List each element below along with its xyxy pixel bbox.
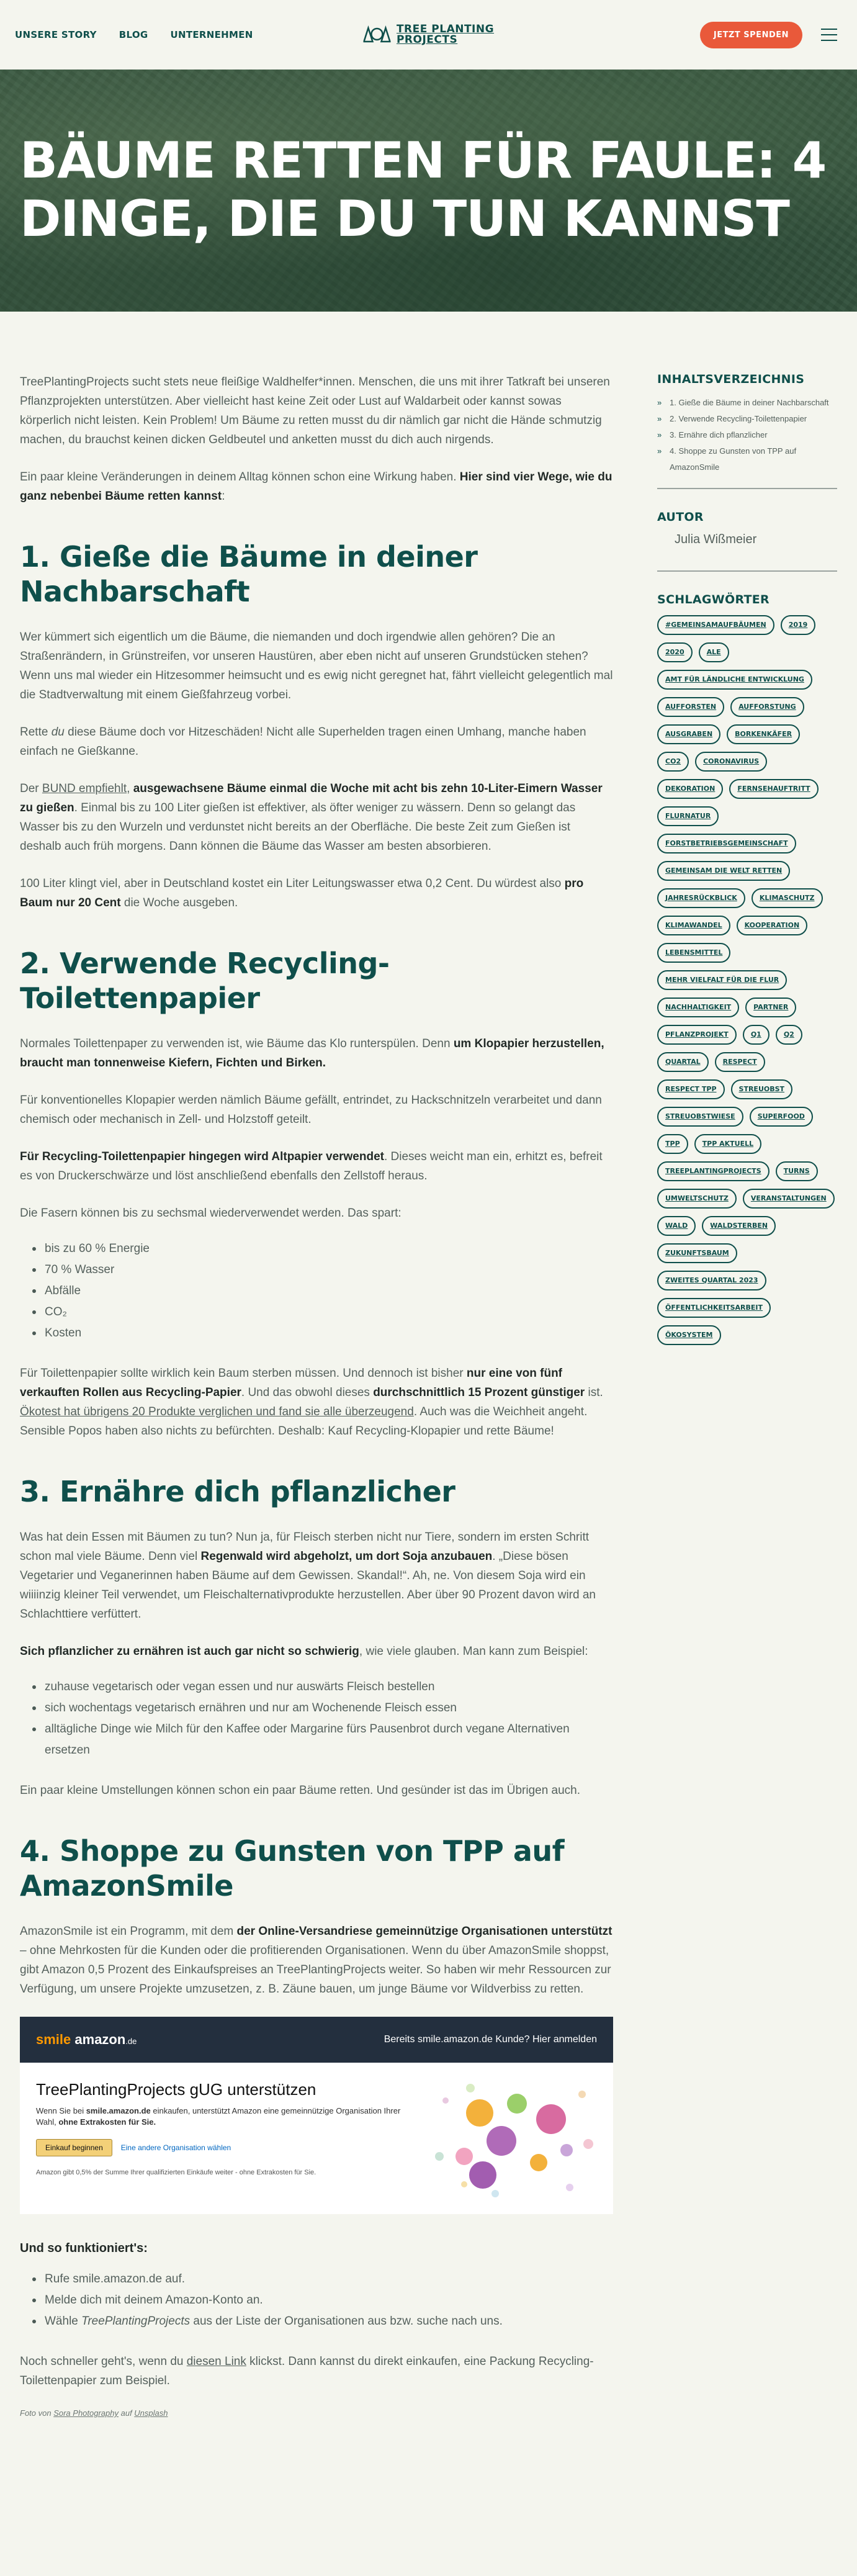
author-heading: AUTOR [657,510,704,524]
tag-pill[interactable]: ÖFFENTLICHKEITSARBEIT [657,1298,771,1318]
tag-pill[interactable]: TPP [657,1134,688,1154]
tag-pill[interactable]: ALE [699,642,729,662]
paragraph: 100 Liter klingt viel, aber in Deutschland kostet ein Liter Leitungswasser etwa 0,2 Cent. Du würdest also pro Baum nur 20 Cent die Woche ausgeben. [20,877,584,909]
savings-list [32,1238,613,1344]
paragraph: Was hat dein Essen mit Bäumen zu tun? Nun ja, für Fleisch sterben nicht nur Tiere, sondern im ersten Schritt schon mal viele Bäume. Denn viel Regenwald wird abgeholzt, um dort Soja anzubauen. „Diese bösen Vegetarier und Veganerinnen haben Bäume auf dem Gewissen. Skandal!“. Ah, ne. Von diesem Soja wird ein wiiiinzig kleiner Teil verwendet, um Fleischalternativprodukte herzustellen. Aber über 90 Prozent davon wird an Schlachttiere verfüttert. [20,1531,596,1621]
toc-item-3[interactable]: » 3. Ernähre dich pflanzlicher [657,427,837,443]
amazon-text: Wenn Sie bei smile.amazon.de einkaufen, unterstützt Amazon eine gemeinnützige Organisation Ihrer Wahl, ohne Extrakosten für Sie. [36,2106,401,2127]
tag-pill[interactable]: QUARTAL [657,1052,709,1072]
list-item: Melde dich mit deinem Amazon-Konto an. [32,2290,613,2311]
tag-pill[interactable]: SUPERFOOD [750,1107,813,1127]
hamburger-menu-icon[interactable] [821,29,837,41]
tags-heading: SCHLAGWÖRTER [657,593,770,606]
paragraph: Sich pflanzlicher zu ernähren ist auch gar nicht so schwierig, wie viele glauben. Man kann zum Beispiel: [20,1645,588,1658]
list-item: 70 % Wasser [32,1259,613,1281]
amazon-login-text: Bereits smile.amazon.de Kunde? Hier anmelden [384,2034,597,2045]
paragraph: Ein paar kleine Umstellungen können schon ein paar Bäume retten. Und gesünder ist das im Übrigen auch. [20,1784,581,1797]
divider [657,570,837,572]
tag-pill[interactable]: WALD [657,1216,696,1236]
tag-pill[interactable]: FORSTBETRIEBSGEMEINSCHAFT [657,834,796,853]
section-heading-4: 4. Shoppe zu Gunsten von TPP auf AmazonSmile [20,1834,565,1903]
intro-paragraph-2: Ein paar kleine Veränderungen in deinem Alltag können schon eine Wirkung haben. Hier sind vier Wege, wie du ganz nebenbei Bäume retten kannst: [20,471,612,503]
section-heading-2: 2. Verwende Recycling-Toilettenpapier [20,947,390,1015]
top-navigation [0,0,857,70]
tag-pill[interactable]: 2019 [781,615,816,635]
tag-pill[interactable]: ZWEITES QUARTAL 2023 [657,1271,766,1290]
logo-line-1: TREE PLANTING [396,23,495,35]
diet-tips-list [32,1677,613,1761]
amazon-note: Amazon gibt 0,5% der Summe Ihrer qualifizierten Einkäufe weiter - ohne Extrakosten für Sie. [36,2169,316,2176]
nav-link-unsere-story[interactable]: UNSERE STORY [15,29,97,40]
oekotest-link[interactable]: Ökotest hat übrigens 20 Produkte verglichen und fand sie alle überzeugend [20,1405,414,1418]
amazon-title: TreePlantingProjects gUG unterstützen [36,2080,316,2099]
section-heading-1: 1. Gieße die Bäume in deiner Nachbarschaft [20,540,478,608]
toc-heading: INHALTSVERZEICHNIS [657,372,805,386]
tag-pill[interactable]: AMT FÜR LÄNDLICHE ENTWICKLUNG [657,670,812,690]
tag-pill[interactable]: LEBENSMITTEL [657,943,730,963]
tag-pill[interactable]: KLIMASCHUTZ [752,888,823,908]
list-item: alltägliche Dinge wie Milch für den Kaffee oder Margarine fürs Pausenbrot durch vegane Alternativen ersetzen [32,1719,613,1761]
article-body [20,372,613,2418]
tag-pill[interactable]: TURNS [776,1161,818,1181]
donate-button[interactable]: JETZT SPENDEN [700,22,802,48]
author-name: Julia Wißmeier [675,533,757,546]
tag-pill[interactable]: AUFFORSTEN [657,697,724,717]
tag-pill[interactable]: TREEPLANTINGPROJECTS [657,1161,770,1181]
amazon-body [20,2063,417,2194]
list-item: zuhause vegetarisch oder vegan essen und nur auswärts Fleisch bestellen [32,1677,613,1698]
paragraph: Noch schneller geht's, wenn du diesen Link klickst. Dann kannst du direkt einkaufen, eine Packung Recycling-Toilettenpapier zum Beispiel. [20,2355,594,2387]
paragraph: Normales Toilettenpaper zu verwenden ist, wie Bäume das Klo runterspülen. Denn um Klopapier herzustellen, braucht man tonnenweise Kiefern, Fichten und Birken. [20,1037,604,1070]
amazon-start-button: Einkauf beginnen [36,2139,112,2156]
tag-pill[interactable]: ÖKOSYSTEM [657,1325,721,1345]
list-item: Wähle TreePlantingProjects aus der Liste der Organisationen aus bzw. suche nach uns. [32,2311,613,2332]
bund-link[interactable]: BUND empfiehlt [42,782,127,795]
list-item: bis zu 60 % Energie [32,1238,613,1259]
howto-list [32,2269,613,2332]
tag-pill[interactable]: NACHHALTIGKEIT [657,998,739,1017]
hero-banner [0,70,857,312]
amazon-actions [36,2139,401,2156]
tag-pill[interactable]: Q1 [743,1025,770,1045]
list-item: sich wochentags vegetarisch ernähren und nur am Wochenende Fleisch essen [32,1698,613,1719]
paragraph: Für Toilettenpapier sollte wirklich kein Baum sterben müssen. Und dennoch ist bisher nur eine von fünf verkauften Rollen aus Recycling-Papier. Und das obwohl dieses durchschnittlich 15 Prozent günstiger ist. Ökotest hat übrigens 20 Produkte verglichen und fand sie alle überzeugend. Auch was die Weichheit angeht. Sensible Popos haben also nichts zu befürchten. Deshalb: Kauf Recycling-Klopapier und rette Bäume! [20,1367,603,1438]
tag-pill[interactable]: #GEMEINSAMAUFBÄUMEN [657,615,774,635]
tag-pill[interactable]: KLIMAWANDEL [657,916,730,935]
amazon-header-bar [20,2017,613,2063]
amazon-smile-logo: smile amazon.de [36,2032,137,2047]
tag-pill[interactable]: STREUOBST [731,1079,793,1099]
paragraph: Für konventionelles Klopapier werden nämlich Bäume gefällt, entrindet, zu Hackschnitzeln verarbeitet und dann chemisch oder mechanisch in Zell- und Holzstoff geteilt. [20,1094,602,1126]
tag-pill[interactable]: GEMEINSAM DIE WELT RETTEN [657,861,790,881]
tag-pill[interactable]: AUSGRABEN [657,724,720,744]
paragraph: AmazonSmile ist ein Programm, mit dem der Online-Versandriese gemeinnützige Organisationen unterstützt – ohne Mehrkosten für die Kunden oder die profitierenden Organisationen. Wenn du über AmazonSmile shoppst, gibt Amazon 0,5 Prozent des Einkaufspreises an TreePlantingProjects weiter. So haben wir mehr Ressourcen zur Verfügung, um unsere Projekte umzusetzen, z. B. Zäune bauen, um junge Bäume vor Wildverbiss zu retten. [20,1925,612,1996]
amazonsmile-link[interactable]: diesen Link [186,2355,246,2368]
list-item: Rufe smile.amazon.de auf. [32,2269,613,2290]
toc-item-2[interactable]: » 2. Verwende Recycling-Toilettenpapier [657,411,837,427]
toc-item-1[interactable]: » 1. Gieße die Bäume in deiner Nachbarschaft [657,395,837,411]
toc-item-4[interactable]: » 4. Shoppe zu Gunsten von TPP auf AmazonSmile [657,443,837,475]
tag-pill[interactable]: FERNSEHAUFTRITT [729,779,818,799]
logo-line-2: PROJECTS [396,34,458,46]
section-heading-3: 3. Ernähre dich pflanzlicher [20,1475,455,1508]
howto-heading: Und so funktioniert's: [20,2241,148,2255]
tag-pill[interactable]: JAHRESRÜCKBLICK [657,888,745,908]
content-wrapper [0,372,857,2418]
tag-pill[interactable]: UMWELTSCHUTZ [657,1189,737,1209]
tag-pill[interactable]: ZUKUNFTSBAUM [657,1243,737,1263]
tag-pill[interactable]: TPP AKTUELL [694,1134,761,1154]
tree-logo-icon [363,25,390,44]
nav-actions [700,22,837,48]
tag-pill[interactable]: STREUOBSTWIESE [657,1107,743,1127]
tag-pill[interactable]: AUFFORSTUNG [730,697,804,717]
nav-link-unternehmen[interactable]: UNTERNEHMEN [170,29,253,40]
tag-pill[interactable]: PARTNER [745,998,796,1017]
intro-paragraph: TreePlantingProjects sucht stets neue fleißige Waldhelfer*innen. Menschen, die uns mit ihrer Tatkraft bei unseren Pflanzprojekten unterstützen. Aber vielleicht hast keine Zeit oder Lust auf Waldarbeit oder kannst sowas körperlich nicht leisten. Kein Problem! Um Bäume zu retten musst du dir nämlich gar nicht die Hände schmutzig machen, du brauchst keinen dicken Geldbeutel und anketten musst du dich auch nirgends. [20,376,610,446]
paragraph: Für Recycling-Toilettenpapier hingegen wird Altpapier verwendet. Dieses weicht man ein, erhitzt es, befreit es von Druckerschwärze und löst anschließend ebenfalls den Zellstoff heraus. [20,1150,603,1182]
paragraph: Rette du diese Bäume doch vor Hitzeschäden! Nicht alle Superhelden tragen einen Umhang, manche haben einfach ne Gießkanne. [20,726,586,758]
tag-pill[interactable]: 2020 [657,642,693,662]
photographer-link[interactable]: Sora Photography [53,2408,119,2418]
tag-pill[interactable]: MEHR VIELFALT FÜR DIE FLUR [657,970,787,990]
tag-pill[interactable]: RESPECT [715,1052,765,1072]
tag-pill[interactable]: DEKORATION [657,779,723,799]
tag-pill[interactable]: Q2 [776,1025,802,1045]
list-item: Abfälle [32,1281,613,1302]
tag-pill[interactable]: FLURNATUR [657,806,719,826]
nav-link-blog[interactable]: BLOG [119,29,148,40]
paragraph: Die Fasern können bis zu sechsmal wiederverwendet werden. Das spart: [20,1207,402,1220]
paragraph: Der BUND empfiehlt, ausgewachsene Bäume einmal die Woche mit acht bis zehn 10-Liter-Eimern Wasser zu gießen. Einmal bis zu 100 Liter gießen ist effektiver, als öfter weniger zu wässern. Denn so gelangt das Wasser bis zu den Wurzeln und verdunstet nicht bereits an der Oberfläche. Die beste Zeit zum Gießen ist deshalb auch früh morgens. Dann können die Bäume das Wasser am besten absorbieren. [20,782,603,853]
main-menu [15,29,253,40]
tag-cloud [657,615,837,1345]
unsplash-link[interactable]: Unsplash [134,2408,168,2418]
logo-wordmark [397,24,494,45]
sidebar [657,372,837,2418]
tag-pill[interactable]: BORKENKÄFER [727,724,800,744]
tag-pill[interactable]: CORONAVIRUS [695,752,767,772]
divider [657,488,837,489]
tag-pill[interactable]: PFLANZPROJEKT [657,1025,737,1045]
page-title: BÄUME RETTEN FÜR FAULE: 4 DINGE, DIE DU TUN KANNST [20,132,827,248]
paragraph: Wer kümmert sich eigentlich um die Bäume, die niemanden und doch irgendwie allen gehören? Die an Straßenrändern, in Grünstreifen, vor unseren Haustüren, aber eben nicht auf unseren Grundstücken stehen? Wenn uns mal wieder ein Hitzesommer heimsucht und es ewig nicht geregnet hat, fährt vielleicht gelegentlich mal die Stadtverwaltung mit einem Gießfahrzeug vorbei. [20,631,613,701]
amazon-alt-link: Eine andere Organisation wählen [120,2143,231,2152]
tag-pill[interactable]: CO2 [657,752,689,772]
amazonsmile-banner-image[interactable] [20,2017,613,2214]
tag-pill[interactable]: WALDSTERBEN [702,1216,776,1236]
tag-pill[interactable]: KOOPERATION [737,916,808,935]
tag-pill[interactable]: RESPECT TPP [657,1079,725,1099]
charity-icons-illustration [427,2076,595,2200]
site-logo[interactable] [363,24,494,45]
photo-credit: Foto von Sora Photography auf Unsplash [20,2408,168,2418]
list-item: CO₂ [32,1302,613,1323]
table-of-contents [657,395,837,475]
list-item: Kosten [32,1323,613,1344]
tag-pill[interactable]: VERANSTALTUNGEN [743,1189,835,1209]
